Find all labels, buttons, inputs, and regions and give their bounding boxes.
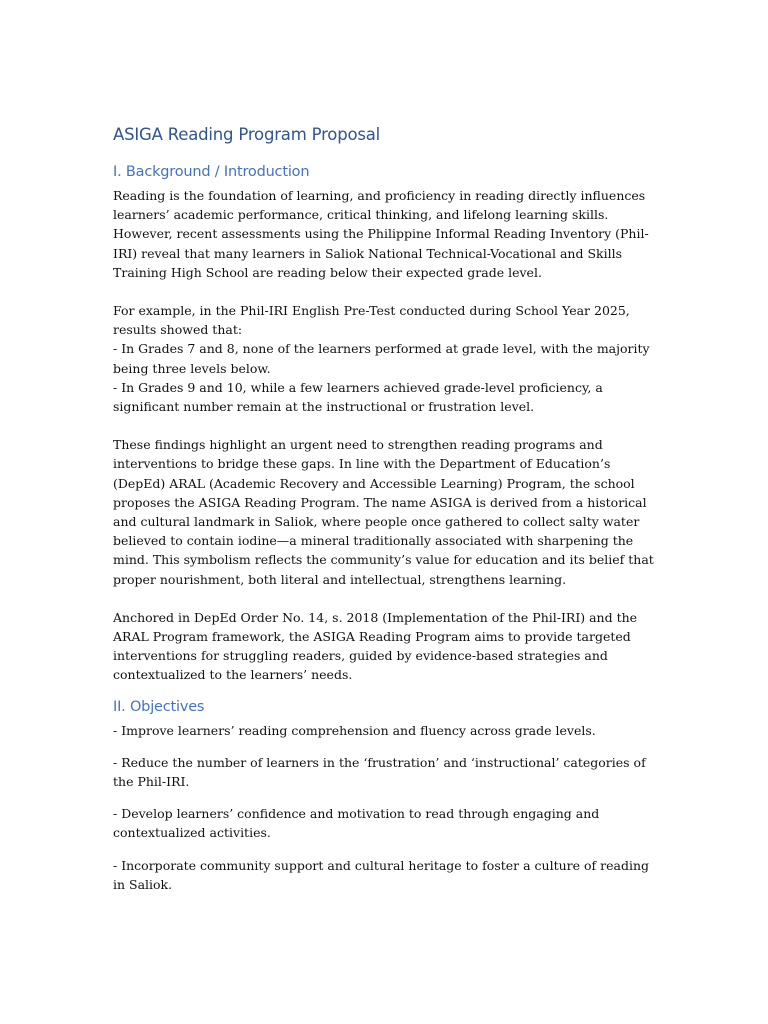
background-paragraph-1: Reading is the foundation of learning, and proficiency in reading directly influences learners’ academic performance, critical thinking, and lifelong learning skills. However, recent assessments using the Philippine Informal Reading Inventory (Phil-IRI) reveal that many learners in Saliok National Technical-Vocational and Skills Training High School are reading below their expected grade level. — [113, 188, 649, 280]
background-paragraph-2 — [113, 301, 658, 416]
objective-item: - Reduce the number of learners in the ‘frustration’ and ‘instructional’ categories of the Phil-IRI. — [113, 754, 646, 790]
document-page — [113, 124, 658, 907]
objective-item: - Develop learners’ confidence and motivation to read through engaging and contextualized activities. — [113, 806, 600, 841]
document-title: ASIGA Reading Program Proposal — [113, 125, 381, 144]
example-item-grades-9-10: - In Grades 9 and 10, while a few learners achieved grade-level proficiency, a significant number remain at the instructional or frustration level. — [113, 379, 603, 415]
example-intro: For example, in the Phil-IRI English Pre-Test conducted during School Year 2025, results showed that: — [113, 303, 630, 338]
section-heading-objectives: II. Objectives — [113, 698, 205, 715]
section-heading-background: I. Background / Introduction — [113, 164, 310, 180]
background-paragraph-3: These findings highlight an urgent need to strengthen reading programs and interventions to bridge these gaps. In line with the Department of Education’s (DepEd) ARAL (Academic Recovery and Accessible Learning) Program, the school proposes the ASIGA Reading Program. The name ASIGA is derived from a historical and cultural landmark in Saliok, where people once gathered to collect salty water believed to contain iodine—a mineral traditionally associated with sharpening the mind. This symbolism reflects the community’s value for education and its belief that proper nourishment, both literal and intellectual, strengthens learning. — [113, 437, 654, 587]
objective-item: - Incorporate community support and cultural heritage to foster a culture of reading in Saliok. — [113, 857, 650, 892]
example-item-grades-7-8: - In Grades 7 and 8, none of the learners performed at grade level, with the majority being three levels below. — [113, 341, 650, 376]
background-paragraph-4: Anchored in DepEd Order No. 14, s. 2018 (Implementation of the Phil-IRI) and the ARAL Program framework, the ASIGA Reading Program aims to provide targeted interventions for struggling readers, guided by evidence-based strategies and contextualized to the learners’ needs. — [113, 609, 638, 683]
objective-item: - Improve learners’ reading comprehension and fluency across grade levels. — [113, 722, 596, 738]
